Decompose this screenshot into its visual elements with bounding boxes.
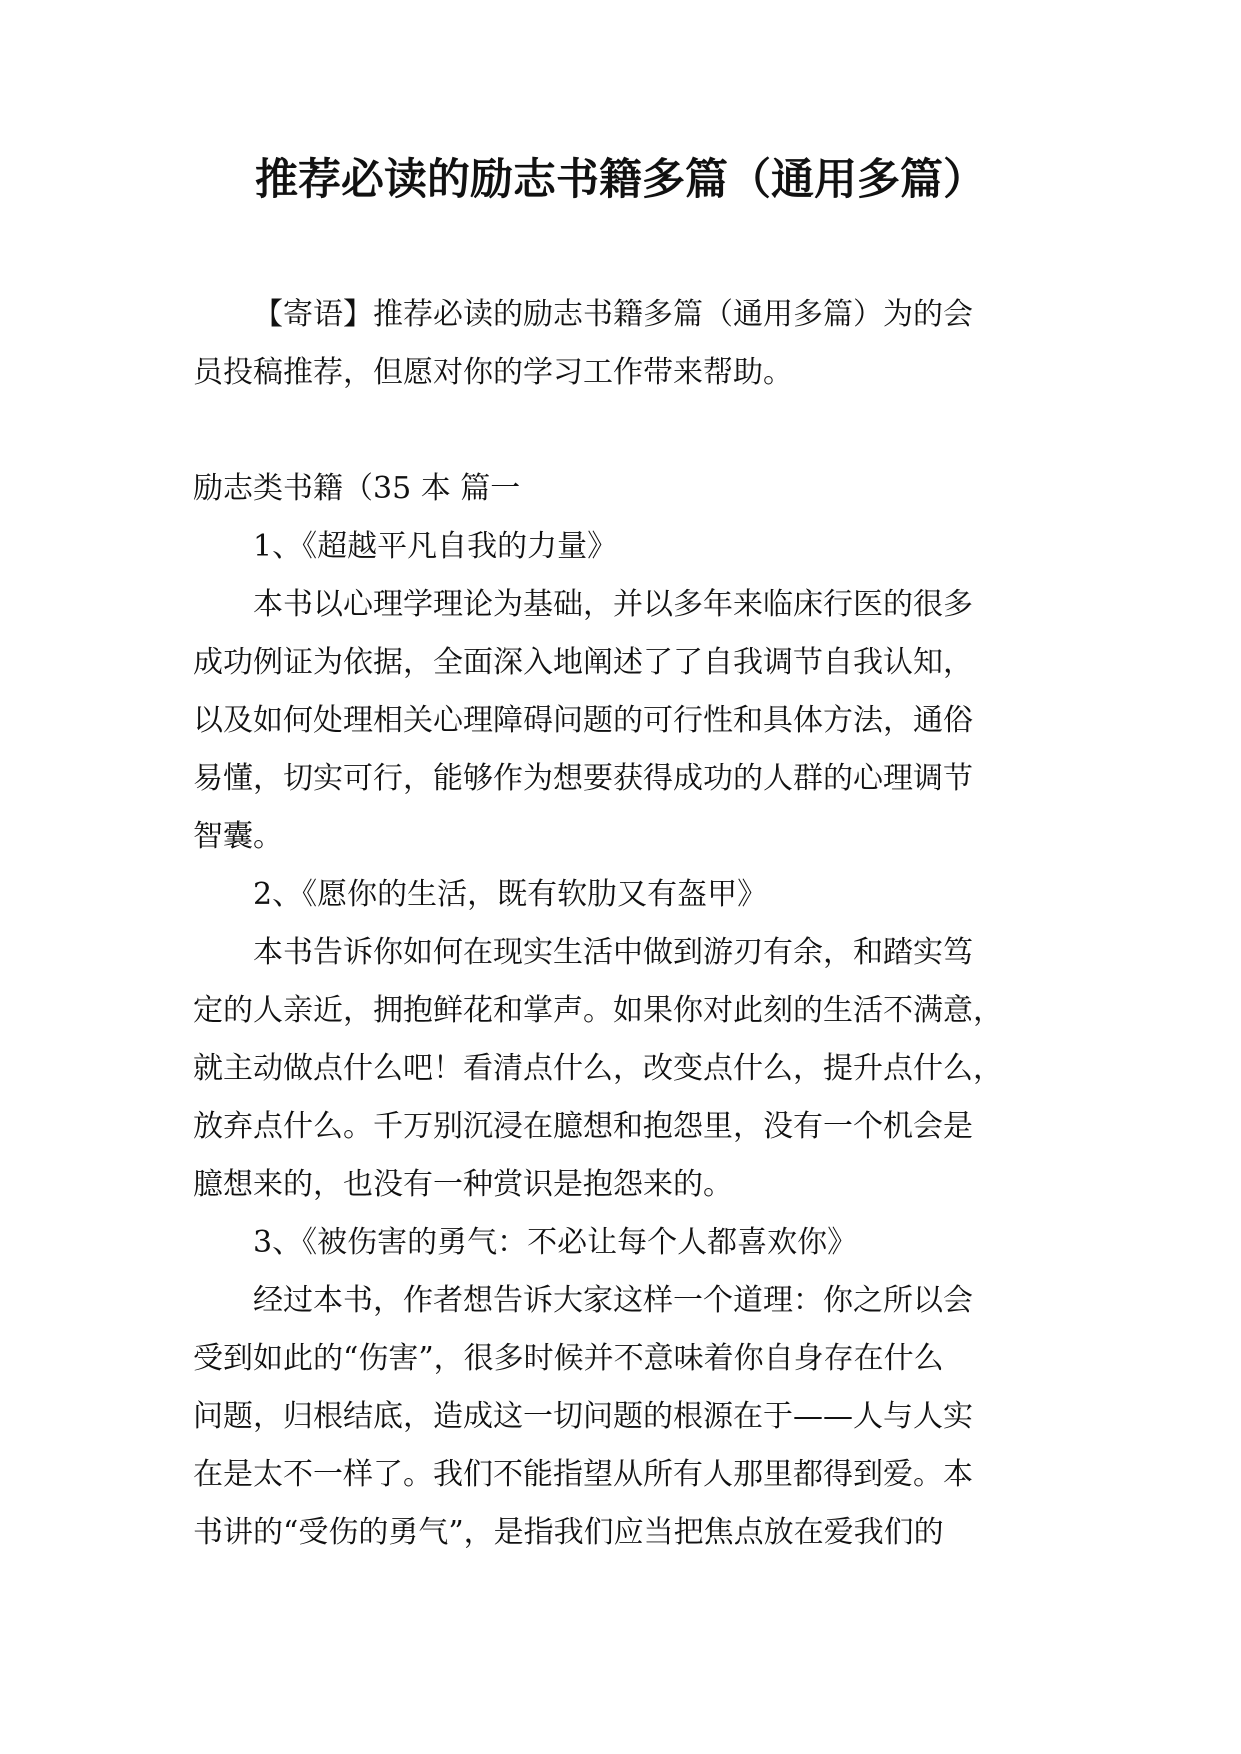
text-line: 受到如此的“伤害”，很多时候并不意味着你自身存在什么 — [193, 1341, 944, 1376]
text-line: 问题，归根结底，造成这一切问题的根源在于——人与人实 — [193, 1399, 973, 1434]
text-line: 经过本书，作者想告诉大家这样一个道理：你之所以会 — [253, 1283, 973, 1318]
text-line: 放弃点什么。千万别沉浸在臆想和抱怨里，没有一个机会是 — [193, 1109, 973, 1144]
document-title: 推荐必读的励志书籍多篇（通用多篇） — [255, 155, 986, 205]
text-line: 员投稿推荐，但愿对你的学习工作带来帮助。 — [193, 355, 793, 390]
text-line: 易懂，切实可行，能够作为想要获得成功的人群的心理调节 — [193, 761, 973, 796]
text-line: 智囊。 — [193, 819, 283, 854]
paragraph-gap — [193, 402, 1048, 460]
text-line: 本书以心理学理论为基础，并以多年来临床行医的很多 — [253, 587, 973, 622]
document-body — [193, 286, 1048, 1562]
text-line: 定的人亲近，拥抱鲜花和掌声。如果你对此刻的生活不满意， — [193, 993, 1003, 1028]
text-line: 就主动做点什么吧！看清点什么，改变点什么，提升点什么， — [193, 1051, 1003, 1086]
text-line: 臆想来的，也没有一种赏识是抱怨来的。 — [193, 1167, 733, 1202]
text-line: 1、《超越平凡自我的力量》 — [253, 529, 618, 564]
text-line: 成功例证为依据，全面深入地阐述了了自我调节自我认知， — [193, 645, 973, 680]
text-line: 【寄语】推荐必读的励志书籍多篇（通用多篇）为的会 — [253, 297, 973, 332]
text-line: 励志类书籍（35 本 篇一 — [193, 471, 521, 506]
text-line: 2、《愿你的生活，既有软肋又有盔甲》 — [253, 877, 768, 912]
text-line: 本书告诉你如何在现实生活中做到游刃有余，和踏实笃 — [253, 935, 973, 970]
text-line: 3、《被伤害的勇气：不必让每个人都喜欢你》 — [253, 1225, 858, 1260]
text-line: 在是太不一样了。我们不能指望从所有人那里都得到爱。本 — [193, 1457, 973, 1492]
text-line: 书讲的“受伤的勇气”，是指我们应当把焦点放在爱我们的 — [193, 1515, 944, 1550]
text-line: 以及如何处理相关心理障碍问题的可行性和具体方法，通俗 — [193, 703, 973, 738]
